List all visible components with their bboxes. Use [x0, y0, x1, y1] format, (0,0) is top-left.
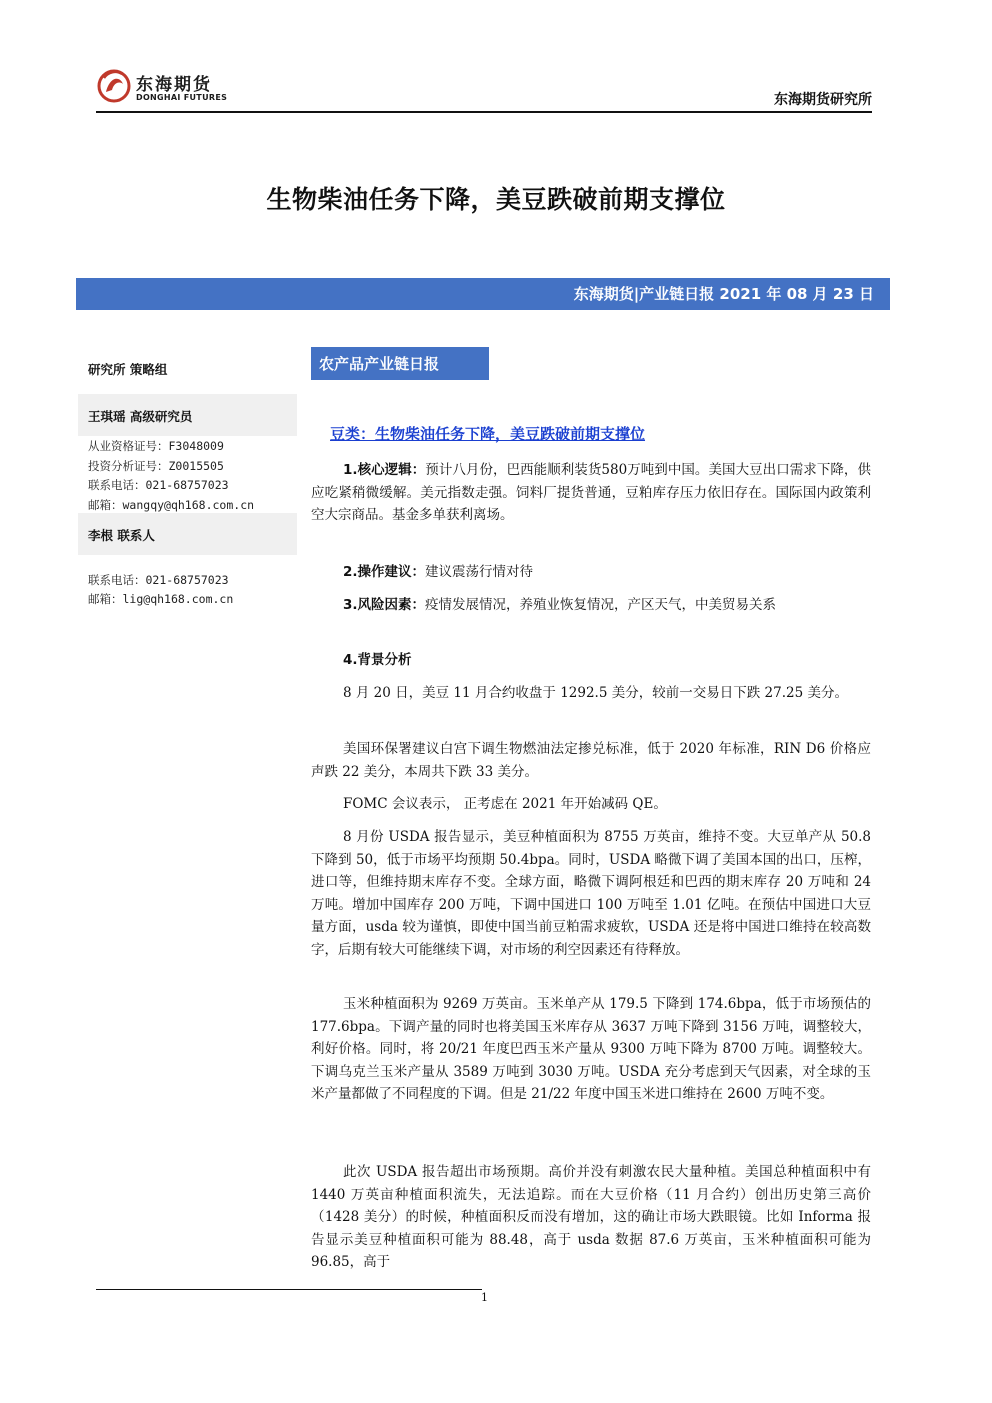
- background-heading: [311, 649, 871, 672]
- contact-name-title: 李根 联系人: [88, 528, 155, 543]
- category-tag-text: 农产品产业链日报: [319, 355, 440, 373]
- core-logic-label: 1.核心逻辑：: [343, 462, 426, 478]
- risk-label: 3.风险因素：: [343, 597, 426, 613]
- analyst-investment-number: 投资分析证号：Z0015505: [88, 459, 224, 473]
- analyst-qualification-number: 从业资格证号：F3048009: [88, 439, 224, 453]
- report-category-tag: [311, 347, 489, 380]
- body-paragraph: 8 月 20 日，美豆 11 月合约收盘于 1292.5 美分，较前一交易日下跌 27.25 美分。: [343, 685, 848, 701]
- body-paragraph: 8 月份 USDA 报告显示，美豆种植面积为 8755 万英亩，维持不变。大豆单产从 50.8 下降到 50，低于市场平均预期 50.4bpa。同时，USDA 略微下调了美国本国的出口，压榨，进口等，但维持期末库存不变。全球方面，略微下调阿根廷和巴西的期末库存 20 万吨和 24 万吨。增加中国库存 200 万吨，下调中国进口 100 万吨至 1.01 亿吨。在预估中国进口大豆量方面，usda 较为谨慎，即使中国当前豆粕需求疲软，USDA 还是将中国进口维持在较高数字，后期有较大可能继续下调，对市场的利空因素还有待释放。: [311, 829, 871, 958]
- body-paragraph: 玉米种植面积为 9269 万英亩。玉米单产从 179.5 下降到 174.6bpa，低于市场预估的 177.6bpa。下调产量的同时也将美国玉米库存从 3637 万吨下降到 3156 万吨，调整较大，利好价格。同时，将 20/21 年度巴西玉米产量从 9300 万吨下降为 8700 万吨。调整较大。下调乌克兰玉米产量从 3589 万吨到 3030 万吨。USDA 充分考虑到天气因素，对全球的玉米产量都做了不同程度的下调。但是 21/22 年度中国玉米进口维持在 2600 万吨不变。: [311, 996, 871, 1103]
- company-logo: [96, 66, 236, 110]
- report-banner: [76, 278, 890, 310]
- analyst-email[interactable]: 邮箱：wangqy@qh168.com.cn: [88, 498, 255, 512]
- core-logic-text: 预计八月份，巴西能顺利装货580万吨到中国。美国大豆出口需求下降，供应吃紧稍微缓解。美元指数走强。饲料厂提货普通，豆粕库存压力依旧存在。国际国内政策利空大宗商品。基金多单获利离场。: [311, 462, 871, 524]
- analyst-phone: 联系电话：021-68757023: [88, 478, 229, 492]
- logo-english-name: DONGHAI FUTURES: [136, 93, 228, 102]
- contact-header: [78, 513, 297, 555]
- header-organization: 东海期货研究所: [774, 92, 872, 108]
- logo-chinese-name: 东海期货: [136, 75, 212, 95]
- page-number: 1: [481, 1291, 488, 1304]
- risk-paragraph: [311, 594, 871, 617]
- document-title: 生物柴油任务下降，美豆跌破前期支撑位: [266, 185, 726, 214]
- banner-text: 东海期货|产业链日报 2021 年 08 月 23 日: [573, 285, 874, 303]
- dragon-logo-icon: [96, 66, 132, 106]
- contact-email[interactable]: 邮箱：lig@qh168.com.cn: [88, 592, 234, 606]
- header-divider: [96, 111, 872, 113]
- body-paragraph: 此次 USDA 报告超出市场预期。高价并没有刺激农民大量种植。美国总种植面积中有 1440 万英亩种植面积流失，无法追踪。而在大豆价格（11 月合约）创出历史第三高价（1428 美分）的时候，种植面积反而没有增加，这的确让市场大跌眼镜。比如 Informa 报告显示美豆种植面积可能为 88.48，高于 usda 数据 87.6 万英亩，玉米种植面积可能为 96.85，高于: [311, 1164, 871, 1271]
- section-title-link[interactable]: 豆类：生物柴油任务下降，美豆跌破前期支撑位: [330, 425, 646, 443]
- advice-text: 建议震荡行情对待: [425, 564, 534, 580]
- footer-divider: [96, 1289, 482, 1290]
- analyst-header: [78, 394, 297, 436]
- sidebar-group-label: [78, 347, 297, 389]
- body-paragraph: 美国环保署建议白宫下调生物燃油法定掺兑标准，低于 2020 年标准，RIN D6 价格应声跌 22 美分，本周共下跌 33 美分。: [311, 741, 871, 780]
- contact-phone: 联系电话：021-68757023: [88, 573, 229, 587]
- core-logic-paragraph: [311, 459, 871, 527]
- group-label-text: 研究所 策略组: [88, 362, 168, 377]
- body-paragraph: FOMC 会议表示， 正考虑在 2021 年开始减码 QE。: [343, 796, 667, 812]
- risk-text: 疫情发展情况，养殖业恢复情况，产区天气，中美贸易关系: [425, 597, 777, 613]
- advice-paragraph: [311, 561, 871, 584]
- advice-label: 2.操作建议：: [343, 564, 426, 580]
- background-label: 4.背景分析: [343, 652, 412, 668]
- analyst-name-title: 王琪瑶 高级研究员: [88, 409, 193, 424]
